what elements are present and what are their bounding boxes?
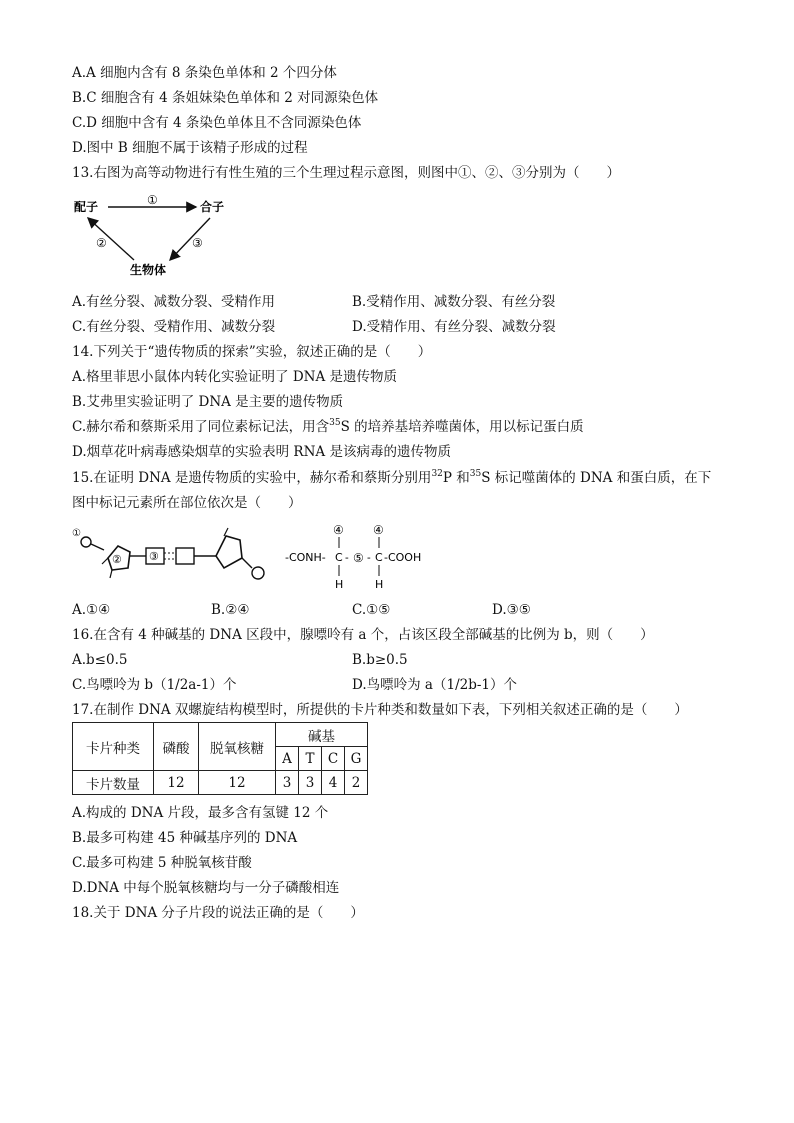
q12-option-a: A.A 细胞内含有 8 条染色单体和 2 个四分体 <box>72 65 337 81</box>
q12-option-d: D.图中 B 细胞不属于该精子形成的过程 <box>72 140 308 156</box>
table-header-phosphate: 磷酸 <box>154 723 199 771</box>
q15-phosphate-circle-1 <box>81 537 91 547</box>
q15-cooh: -COOH <box>384 551 422 564</box>
q15-carbon-1: C <box>335 551 343 564</box>
q15-phosphate-circle-2 <box>252 567 264 579</box>
q15-label-3: ③ <box>149 550 159 563</box>
q16-option-a: A.b≤0.5 <box>72 652 128 668</box>
table-cell-base-t: 3 <box>299 771 322 795</box>
q13-node-gamete: 配子 <box>74 200 99 214</box>
q17-option-d: D.DNA 中每个脱氧核糖均与一分子磷酸相连 <box>72 880 340 896</box>
q15-bond-dash: - <box>345 551 349 564</box>
table-header-base-a: A <box>276 747 299 771</box>
table-header-base-t: T <box>299 747 322 771</box>
q15-bond-dash-2: - <box>367 551 371 564</box>
q15-label-2: ② <box>112 553 122 566</box>
q17-stem: 17.在制作 DNA 双螺旋结构模型时，所提供的卡片种类和数量如下表，下列相关叙述正确的是（ ） <box>72 702 688 718</box>
q15-stem-line1: 15.在证明 DNA 是遗传物质的实验中，赫尔希和蔡斯分别用$^{32}$P 和$^{35}$S 标记噬菌体的 DNA 和蛋白质，在下 <box>72 469 712 486</box>
q15-option-b: B.②④ <box>211 602 250 618</box>
q14-stem: 14.下列关于“遗传物质的探索”实验，叙述正确的是（ ） <box>72 344 432 360</box>
q16-stem: 16.在含有 4 种碱基的 DNA 区段中，腺嘌呤有 a 个，占该区段全部碱基的比例为 b，则（ ） <box>72 627 654 643</box>
q18-stem: 18.关于 DNA 分子片段的说法正确的是（ ） <box>72 905 364 921</box>
q15-carbon-2: C <box>375 551 383 564</box>
q15-label-1: ① <box>72 528 81 539</box>
q13-label-1: ① <box>147 193 158 207</box>
q14-option-b: B.艾弗里实验证明了 DNA 是主要的遗传物质 <box>72 394 344 410</box>
q12-option-b: B.C 细胞含有 4 条姐妹染色单体和 2 对同源染色体 <box>72 90 379 106</box>
q13-option-d: D.受精作用、有丝分裂、减数分裂 <box>352 319 556 335</box>
q13-arrow-2 <box>88 218 134 260</box>
q17-card-table <box>72 722 368 795</box>
q15-h-2: H <box>375 578 384 591</box>
table-cell-phosphate: 12 <box>154 771 199 795</box>
table-cell-base-a: 3 <box>276 771 299 795</box>
q14-option-d: D.烟草花叶病毒感染烟草的实验表明 RNA 是该病毒的遗传物质 <box>72 444 451 460</box>
q15-option-c: C.①⑤ <box>352 602 391 618</box>
q15-amino-acid-formula <box>283 520 448 596</box>
q15-option-d: D.③⑤ <box>492 602 531 618</box>
table-cell-base-c: 4 <box>322 771 345 795</box>
q15-label-5: ⑤ <box>353 551 364 565</box>
q15-h-1: H <box>335 578 344 591</box>
table-cell-base-g: 2 <box>345 771 368 795</box>
q15-stem-line2: 图中标记元素所在部位依次是（ ） <box>72 495 302 511</box>
q16-option-c: C.鸟嘌呤为 b（1/2a-1）个 <box>72 677 237 693</box>
q15-base-box-2 <box>176 548 194 564</box>
q17-option-c: C.最多可构建 5 种脱氧核苷酸 <box>72 855 252 871</box>
table-header-base: 碱基 <box>276 723 368 747</box>
q13-label-3: ③ <box>192 236 203 250</box>
q13-label-2: ② <box>96 236 107 250</box>
q13-node-zygote: 合子 <box>200 200 225 214</box>
table-cell-sugar: 12 <box>199 771 276 795</box>
q16-option-b: B.b≥0.5 <box>352 652 408 668</box>
q13-node-organism: 生物体 <box>130 263 167 277</box>
q15-option-a: A.①④ <box>72 602 111 618</box>
q13-arrow-3 <box>170 218 210 260</box>
table-cell-label: 卡片数量 <box>73 771 154 795</box>
q15-sugar-pentagon-2 <box>216 536 242 568</box>
q13-option-b: B.受精作用、减数分裂、有丝分裂 <box>352 294 556 310</box>
table-header-type: 卡片种类 <box>73 723 154 771</box>
q17-option-a: A.构成的 DNA 片段，最多含有氢键 12 个 <box>72 805 329 821</box>
q17-option-b: B.最多可构建 45 种碱基序列的 DNA <box>72 830 298 846</box>
q13-option-a: A.有丝分裂、减数分裂、受精作用 <box>72 294 276 310</box>
table-header-base-g: G <box>345 747 368 771</box>
q16-option-d: D.鸟嘌呤为 a（1/2b-1）个 <box>352 677 517 693</box>
q13-stem: 13.右图为高等动物进行有性生殖的三个生理过程示意图，则图中①、②、③分别为（ ） <box>72 165 620 181</box>
q13-option-c: C.有丝分裂、受精作用、减数分裂 <box>72 319 276 335</box>
table-header-base-c: C <box>322 747 345 771</box>
q12-option-c: C.D 细胞中含有 4 条染色单体且不含同源染色体 <box>72 115 362 131</box>
q15-label-4a: ④ <box>333 523 344 537</box>
q15-label-4b: ④ <box>373 523 384 537</box>
table-header-sugar: 脱氧核糖 <box>199 723 276 771</box>
table-row <box>73 771 368 795</box>
q15-formula-left: -CONH- <box>285 551 326 564</box>
q15-nucleotide-diagram <box>72 524 272 594</box>
q13-reproduction-cycle-diagram <box>72 192 242 282</box>
q14-option-a: A.格里菲思小鼠体内转化实验证明了 DNA 是遗传物质 <box>72 369 398 385</box>
q14-option-c: C.赫尔希和蔡斯采用了同位素标记法，用含$^{35}$S 的培养基培养噬菌体，用以标记蛋白质 <box>72 418 584 435</box>
